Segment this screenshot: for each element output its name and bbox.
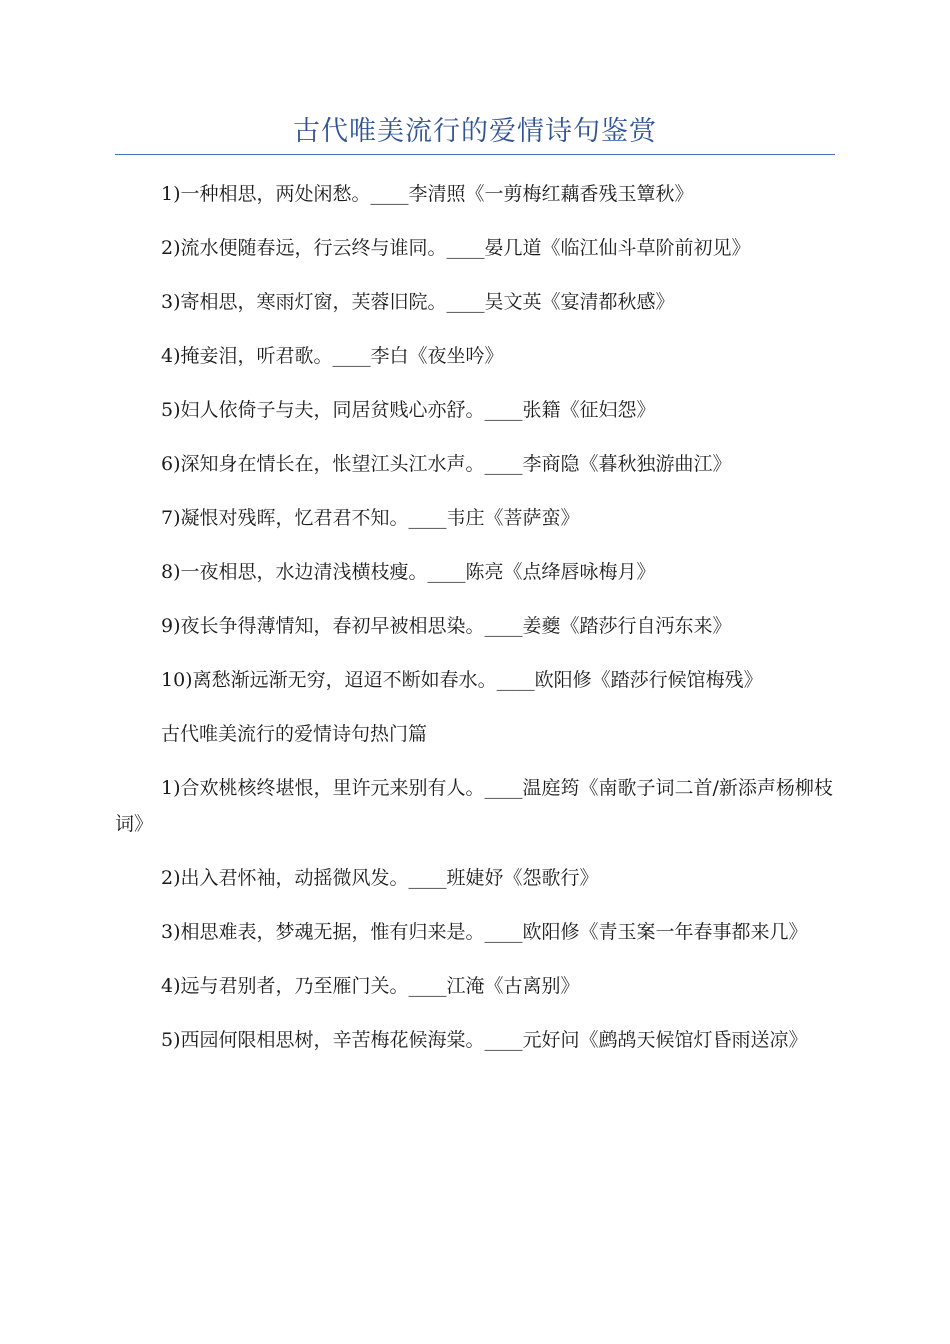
section-heading: 古代唯美流行的爱情诗句热门篇 — [161, 723, 428, 745]
paragraph: 4)远与君别者，乃至雁门关。____江淹《古离别》 — [161, 975, 580, 997]
paragraph: 3)寄相思，寒雨灯窗，芙蓉旧院。____吴文英《宴清都秋感》 — [161, 291, 675, 313]
paragraph: 5)西园何限相思树，辛苦梅花候海棠。____元好问《鹧鸪天候馆灯昏雨送凉》 — [161, 1029, 808, 1051]
paragraph: 7)凝恨对残晖，忆君君不知。____韦庄《菩萨蛮》 — [161, 507, 580, 529]
paragraph: 2)出入君怀袖，动摇微风发。____班婕妤《怨歌行》 — [161, 867, 599, 889]
paragraph: 2)流水便随春远，行云终与谁同。____晏几道《临江仙斗草阶前初见》 — [161, 237, 751, 259]
paragraph: 9)夜长争得薄情知，春初早被相思染。____姜夔《踏莎行自沔东来》 — [161, 615, 732, 637]
paragraph: 4)掩妾泪，听君歌。____李白《夜坐吟》 — [161, 345, 504, 367]
document-body — [115, 176, 835, 1076]
paragraph: 3)相思难表，梦魂无据，惟有归来是。____欧阳修《青玉案一年春事都来几》 — [161, 921, 808, 943]
title-underline — [115, 154, 835, 155]
paragraph: 1)合欢桃核终堪恨，里许元来别有人。____温庭筠《南歌子词二首/新添声杨柳枝词》 — [115, 777, 833, 835]
paragraph: 6)深知身在情长在，怅望江头江水声。____李商隐《暮秋独游曲江》 — [161, 453, 732, 475]
page-title: 古代唯美流行的爱情诗句鉴赏 — [293, 116, 657, 147]
paragraph: 8)一夜相思，水边清浅横枝瘦。____陈亮《点绛唇咏梅月》 — [161, 561, 656, 583]
paragraph: 5)妇人依倚子与夫，同居贫贱心亦舒。____张籍《征妇怨》 — [161, 399, 656, 421]
paragraph: 1)一种相思，两处闲愁。____李清照《一剪梅红藕香残玉簟秋》 — [161, 183, 694, 205]
paragraph: 10)离愁渐远渐无穷，迢迢不断如春水。____欧阳修《踏莎行候馆梅残》 — [161, 669, 763, 691]
